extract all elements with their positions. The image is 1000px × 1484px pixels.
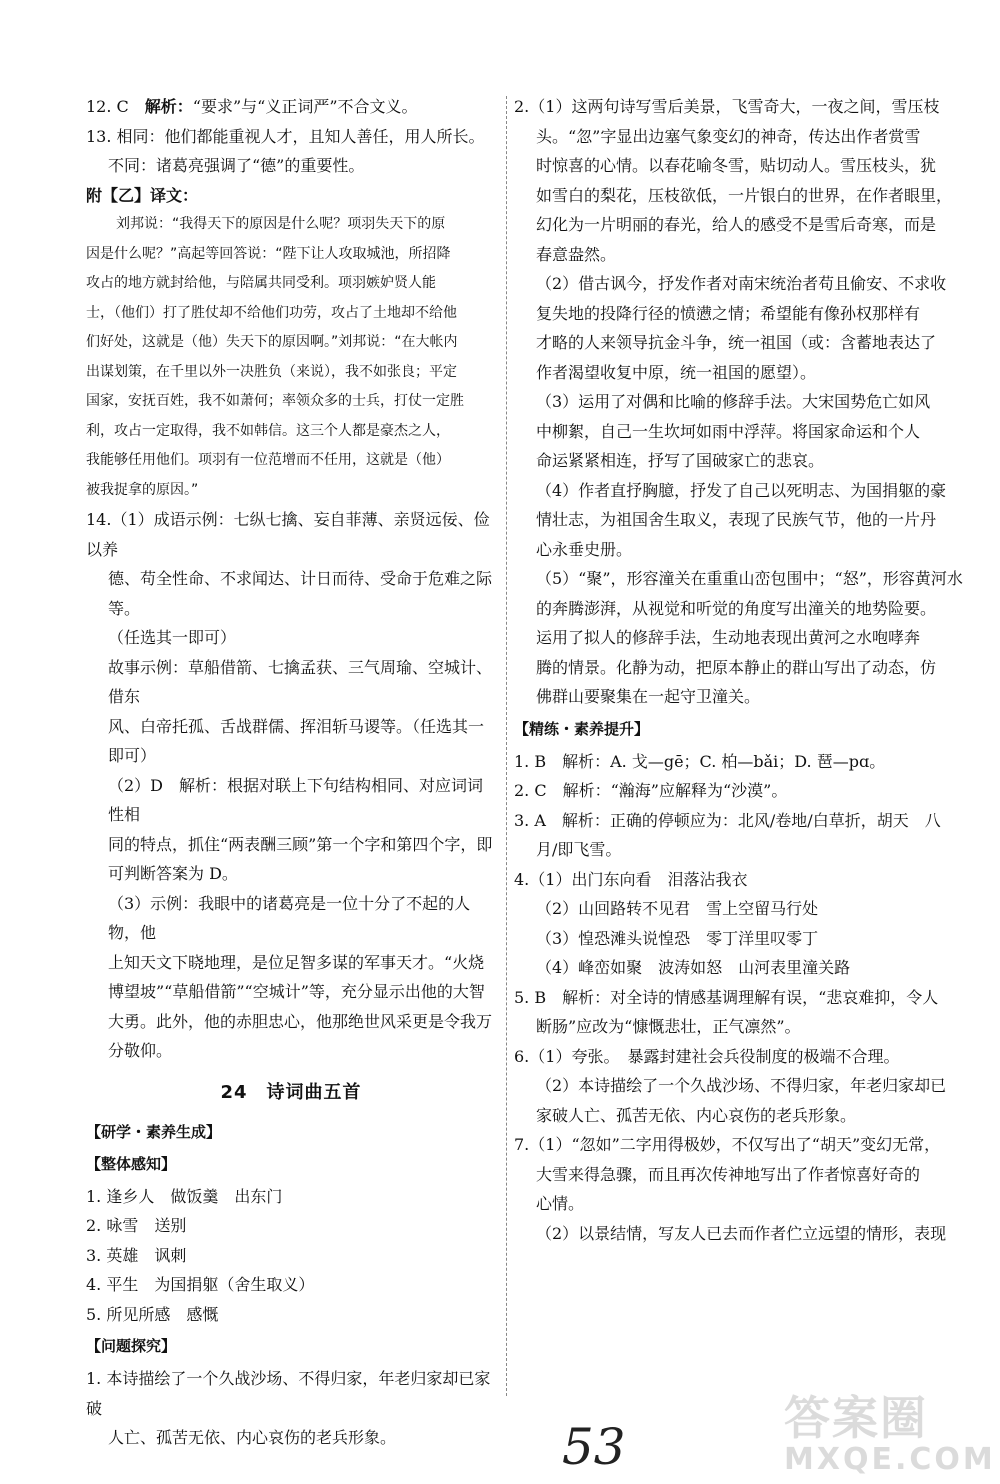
answer-line: 即可） [108, 746, 157, 765]
answer-13-diff: 不同：诸葛亮强调了“德”的重要性。 [108, 156, 365, 175]
translation-line: 利，攻占一定取得，我不如韩信。这三个人都是豪杰之人， [86, 422, 450, 439]
answer-line: （5）“聚”，形容潼关在重重山峦包围中；“怒”，形容黄河水 [536, 569, 963, 588]
answer-3: 3. A 解析：正确的停顿应为：北风/卷地/白草折，胡天 八 [514, 810, 941, 830]
answer-4-line: （2）山回路转不见君 雪上空留马行处 [536, 899, 819, 918]
answer-line: 佛群山要聚集在一起守卫潼关。 [536, 687, 761, 706]
answer-line: （4）作者直抒胸臆，抒发了自己以死明志、为国捐躯的豪 [536, 480, 947, 500]
zt-item: 4. 平生 为国捐躯（舍生取义） [86, 1275, 315, 1294]
answer-line: 同的特点，抓住“两表酬三顾”第一个字和第四个字，即 [108, 834, 493, 854]
section-zhengti: 【整体感知】 [86, 1154, 177, 1173]
watermark-top: 答案圈 [784, 1391, 928, 1445]
translation-line: 被我捉拿的原因。” [86, 481, 199, 498]
answer-line: 上知天文下晓地理，是位足智多谋的军事天才。“火烧 [108, 952, 485, 972]
answer-line: 分敬仰。 [108, 1041, 173, 1060]
zt-item: 5. 所见所感 感慨 [86, 1304, 219, 1324]
appendix-translation-heading: 附【乙】译文： [86, 185, 199, 205]
answer-line: 中柳絮，自己一生坎坷如雨中浮萍。将国家命运和个人 [536, 421, 921, 441]
answer-4: 4.（1）出门东向看 泪落沾我衣 [514, 869, 748, 889]
translation-line: 出谋划策，在千里以外一决胜负（来说），我不如张良；平定 [86, 363, 457, 380]
answer-line: 大勇。此外，他的赤胆忠心，他那绝世风采更是令我万 [108, 1011, 493, 1031]
lesson-title: 24 诗词曲五首 [220, 1081, 362, 1103]
answer-4-line: （4）峰峦如聚 波涛如怒 山河表里潼关路 [536, 958, 851, 977]
answer-line: 运用了拟人的修辞手法，生动地表现出黄河之水咆哮奔 [536, 628, 921, 647]
answer-7-line: 大雪来得急骤，而且再次传神地写出了作者惊喜好奇的 [536, 1164, 921, 1184]
answer-line: 德、苟全性命、不求闻达、计日而待、受命于危难之际等。 [108, 569, 493, 618]
answer-7-line: （2）以景结情，写友人已去而作者伫立远望的情形，表现 [536, 1223, 947, 1243]
answer-6-line: （2）本诗描绘了一个久战沙场、不得归家，年老归家却已 [536, 1076, 947, 1095]
translation-line: 刘邦说：“我得天下的原因是什么呢？项羽失天下的原 [116, 216, 446, 232]
translation-text [86, 210, 496, 505]
answer-6-line: 家破人亡、孤苦无依、内心哀伤的老兵形象。 [536, 1105, 857, 1125]
page-number: 53 [562, 1418, 626, 1476]
wt-item: 1. 本诗描绘了一个久战沙场、不得归家，年老归家却已家破 [86, 1369, 491, 1418]
answer-line: 复失地的投降行径的愤懑之情；希望能有像孙权那样有 [536, 303, 921, 323]
translation-line: 们好处，这就是（他）失天下的原因啊。”刘邦说：“在大帐内 [86, 334, 458, 350]
answer-2-block [514, 92, 984, 712]
answer-1: 1. B 解析：A. 戈—gē；C. 柏—bǎi；D. 琶—pɑ。 [514, 751, 886, 771]
answer-line: 才略的人来领导抗金斗争，统一祖国（或：含蓄地表达了 [536, 333, 937, 352]
answer-line: 风、白帝托孤、舌战群儒、挥泪斩马谡等。（任选其一 [108, 716, 485, 736]
answer-line: 可判断答案为 D。 [108, 864, 238, 883]
answer-line: 命运紧紧相连，抒写了国破家亡的悲哀。 [536, 451, 825, 470]
answer-6: 6.（1）夸张。 暴露封建社会兵役制度的极端不合理。 [514, 1046, 900, 1066]
translation-line: 我能够任用他们。项羽有一位范增而不任用，这就是（他） [86, 452, 450, 468]
answer-line: 作者渴望收复中原，统一祖国的愿望）。 [536, 362, 817, 382]
column-divider [506, 96, 507, 1396]
section-jinglian: 【精练・素养提升】 [514, 719, 650, 738]
answer-line: 的奔腾澎湃，从视觉和听觉的角度写出潼关的地势险要。 [536, 598, 937, 618]
answer-line: 心永垂史册。 [536, 539, 633, 559]
answer-2: 2. C 解析：“瀚海”应解释为“沙漠”。 [514, 781, 788, 800]
zt-item: 3. 英雄 讽刺 [86, 1245, 187, 1265]
answer-line: （3）示例：我眼中的诸葛亮是一位十分了不起的人物，他 [108, 893, 471, 942]
translation-line: 攻占的地方就封给他，与陪属共同受利。项羽嫉妒贤人能 [86, 275, 436, 291]
answer-5-cont: 断肠”应改为“慷慨悲壮，正气凛然”。 [536, 1017, 801, 1036]
answer-line: 情壮志，为祖国舍生取义，表现了民族气节，他的一片丹 [536, 510, 937, 529]
answer-13-same: 13. 相同：他们都能重视人才，且知人善任，用人所长。 [86, 126, 485, 146]
answer-12: 12. C 解析：“要求”与“义正词严”不合文义。 [86, 97, 418, 116]
answer-line: 腾的情景。化静为动，把原本静止的群山写出了动态，仿 [536, 657, 937, 677]
answer-line: （2）D 解析：根据对联上下句结构相同、对应词词性相 [108, 775, 484, 824]
answer-3-cont: 月/即飞雪。 [536, 840, 622, 859]
answer-7-line: 心情。 [536, 1194, 585, 1213]
wt-item: 人亡、孤苦无依、内心哀伤的老兵形象。 [108, 1428, 397, 1447]
answer-7: 7.（1）“忽如”二字用得极妙，不仅写出了“胡天”变幻无常， [514, 1135, 941, 1154]
answer-line: 2.（1）这两句诗写雪后美景，飞雪奇大，一夜之间，雪压枝 [514, 97, 940, 116]
zt-item: 1. 逢乡人 做饭羹 出东门 [86, 1186, 283, 1206]
right-column [514, 92, 984, 1248]
translation-line: 因是什么呢？”高起等回答说：“陛下让人攻取城池，所招降 [86, 245, 451, 262]
answer-line: 幻化为一片明丽的春光，给人的感受不是雪后奇寒，而是 [536, 215, 937, 234]
answer-line: 博望坡”“草船借箭”“空城计”等，充分显示出他的大智 [108, 982, 485, 1001]
left-column [86, 92, 496, 1453]
answer-line: 头。“忽”字显出边塞气象变幻的神奇，传达出作者赏雪 [536, 126, 921, 146]
answer-line: 如雪白的梨花，压枝欲低，一片银白的世界，在作者眼里， [536, 185, 953, 205]
answer-line: （任选其一即可） [108, 628, 237, 647]
section-wenti: 【问题探究】 [86, 1337, 177, 1355]
zt-item: 2. 咏雪 送别 [86, 1216, 187, 1235]
section-yanxue: 【研学・素养生成】 [86, 1122, 222, 1141]
answer-line: （3）运用了对偶和比喻的修辞手法。大宋国势危亡如风 [536, 392, 931, 411]
translation-line: 士，（他们）打了胜仗却不给他们功劳，攻占了土地却不给他 [86, 304, 457, 321]
answer-4-line: （3）惶恐滩头说惶恐 零丁洋里叹零丁 [536, 928, 819, 948]
watermark-logo [784, 1382, 996, 1477]
answer-5: 5. B 解析：对全诗的情感基调理解有误，“悲哀难抑，令人 [514, 987, 939, 1007]
watermark-bottom: MXQE.COM [784, 1442, 996, 1477]
answer-line: 14.（1）成语示例：七纵七擒、妄自菲薄、亲贤远佞、俭以养 [86, 510, 490, 559]
answer-line: 春意盎然。 [536, 244, 617, 264]
answer-line: 故事示例：草船借箭、七擒孟获、三气周瑜、空城计、借东 [108, 657, 493, 706]
answer-line: （2）借古讽今，抒发作者对南宋统治者苟且偷安、不求收 [536, 274, 947, 293]
answer-14 [86, 505, 496, 1066]
translation-line: 国家，安抚百姓，我不如萧何；率领众多的士兵，打仗一定胜 [86, 393, 464, 409]
answer-line: 时惊喜的心情。以春花喻冬雪，贴切动人。雪压枝头，犹 [536, 156, 937, 175]
